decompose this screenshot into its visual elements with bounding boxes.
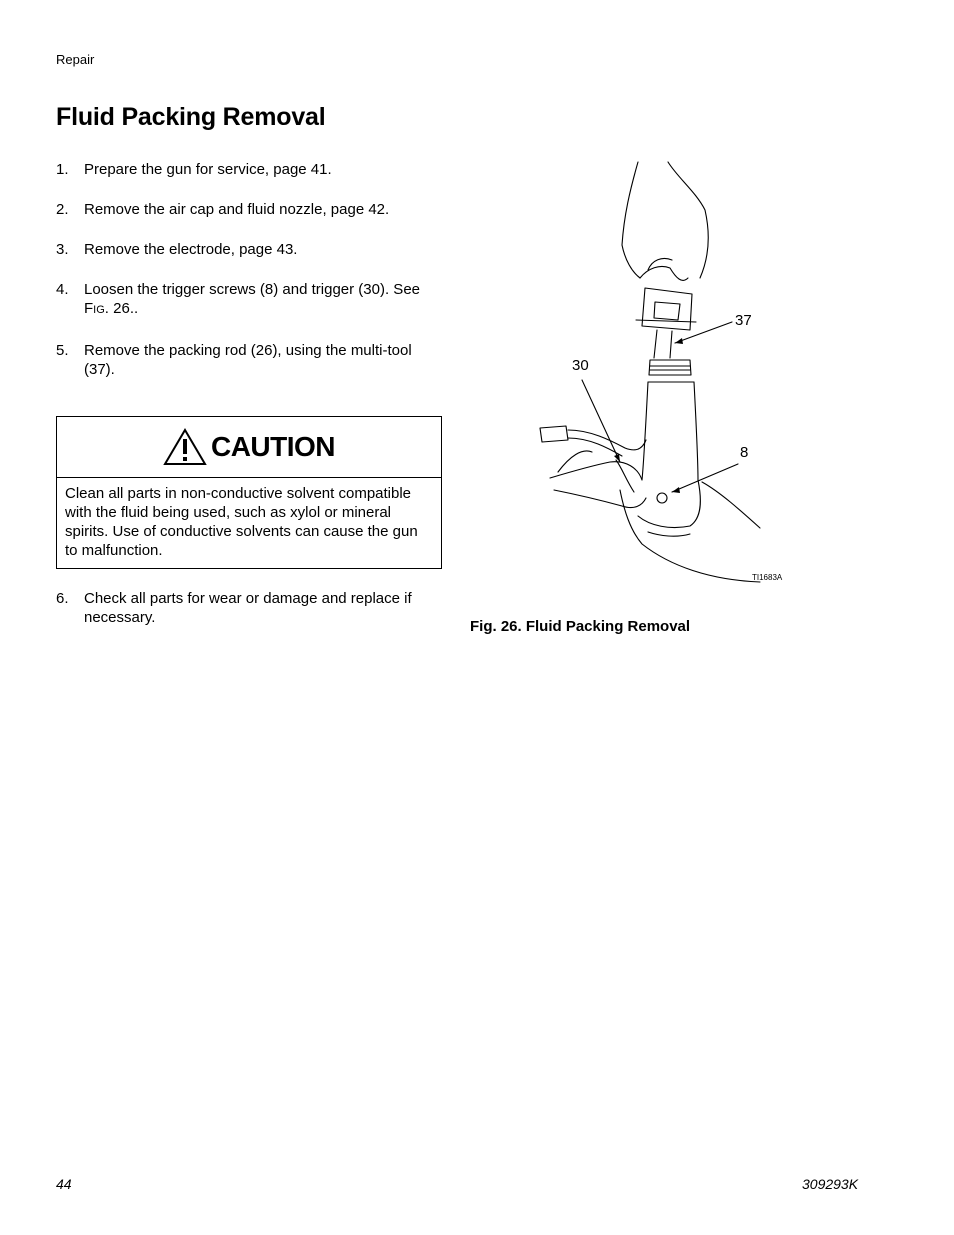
step-text: Remove the air cap and fluid nozzle, page 42. <box>84 201 390 218</box>
step-text-part: . 26.. <box>104 300 139 317</box>
multi-tool-head <box>654 302 680 320</box>
caution-box <box>56 416 442 569</box>
fig-ref-initial: F <box>84 300 94 317</box>
figure-caption: Fig. 26. Fluid Packing Removal <box>470 618 691 635</box>
figure-illustration <box>530 160 790 590</box>
page-number: 44 <box>56 1176 72 1192</box>
page-title: Fluid Packing Removal <box>56 103 326 131</box>
figure-id: TI1683A <box>752 573 783 582</box>
step-text-part: Loosen the trigger screws (8) and trigger (30). See <box>84 281 420 298</box>
leader-line-8 <box>672 464 738 492</box>
caution-header <box>57 417 441 478</box>
caution-title: CAUTION <box>210 431 336 462</box>
multi-tool-head <box>642 288 692 330</box>
step-list <box>56 160 441 379</box>
step-item <box>56 589 441 627</box>
step-item <box>56 240 441 259</box>
step-item <box>56 200 441 219</box>
step-text: Check all parts for wear or damage and replace if necessary. <box>84 590 412 626</box>
step-text: Prepare the gun for service, page 41. <box>84 161 332 178</box>
fig-ref <box>84 300 105 317</box>
upper-hand-fingers <box>640 266 688 280</box>
step-text <box>84 280 441 320</box>
step-text: Remove the electrode, page 43. <box>84 241 298 258</box>
step-item <box>56 341 441 379</box>
gun-barrel <box>649 360 691 375</box>
callout-30: 30 <box>572 357 589 374</box>
step-number: 5. <box>56 342 69 359</box>
step-number: 4. <box>56 281 69 298</box>
leader-line-37 <box>675 322 732 343</box>
step-number: 6. <box>56 590 69 607</box>
step-number: 1. <box>56 161 69 178</box>
callout-37: 37 <box>735 312 752 329</box>
leader-line-30 <box>582 380 620 462</box>
upper-hand <box>622 162 640 278</box>
lower-hand <box>702 482 760 528</box>
upper-hand <box>668 162 708 278</box>
trigger-screw <box>657 493 667 503</box>
section-label: Repair <box>56 52 95 67</box>
trigger <box>616 460 634 492</box>
step-item <box>56 160 441 179</box>
fig-ref-small-caps: IG <box>93 304 105 316</box>
step-number: 3. <box>56 241 69 258</box>
step-item <box>56 280 441 320</box>
caution-body: Clean all parts in non-conductive solvent compatible with the fluid being used, such as xylol or mineral spirits. Use of conductive solvents can cause the gun to malfunction. <box>65 485 418 559</box>
document-number: 309293K <box>802 1176 859 1192</box>
callout-8: 8 <box>740 444 749 461</box>
warning-triangle-icon <box>163 428 207 466</box>
step-number: 2. <box>56 201 69 218</box>
step-text: Remove the packing rod (26), using the multi-tool (37). <box>84 342 412 378</box>
air-hose <box>540 426 568 442</box>
